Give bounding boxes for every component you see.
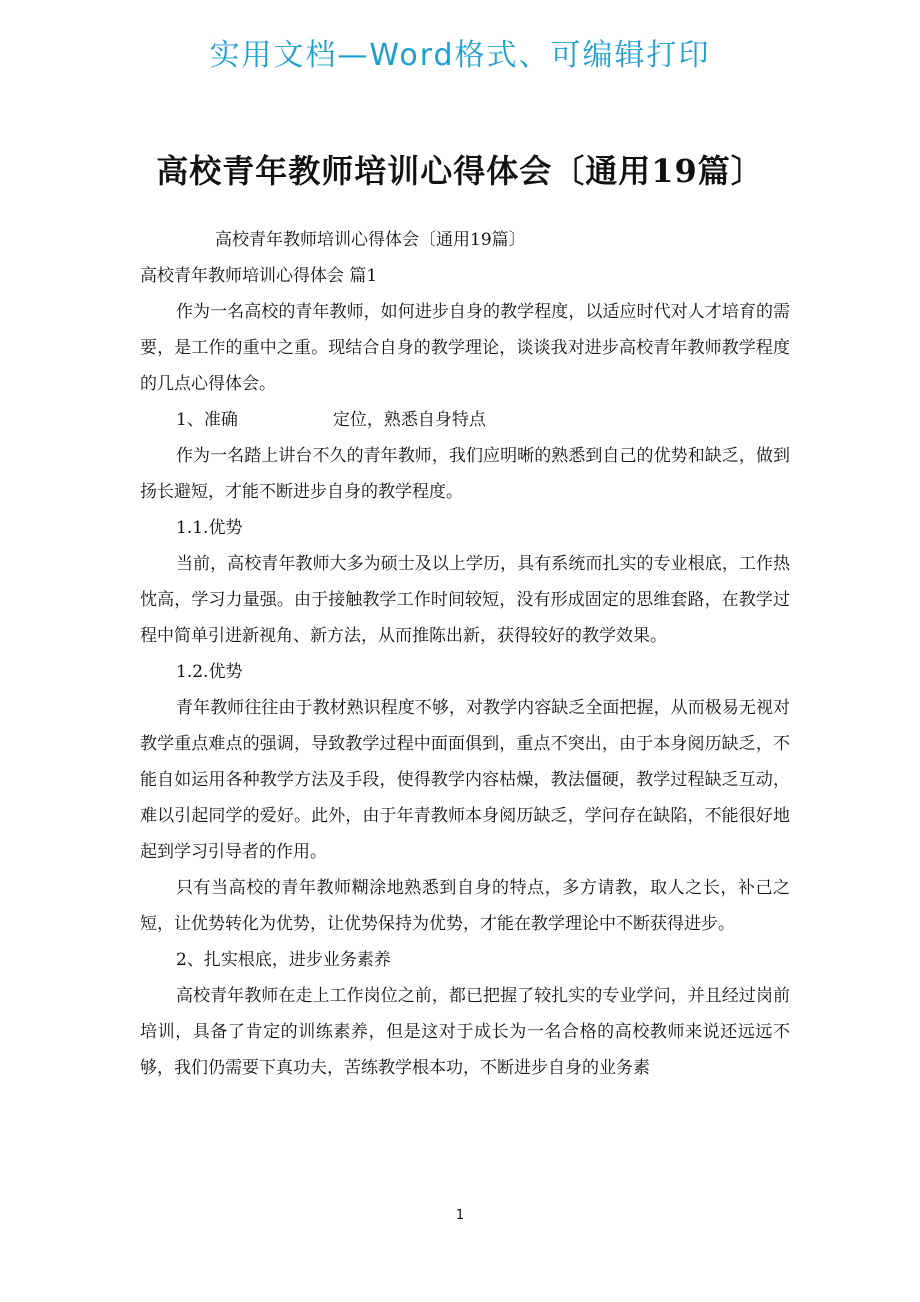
document-subtitle: 高校青年教师培训心得体会〔通用19篇〕 (215, 230, 526, 250)
document-title: 高校青年教师培训心得体会〔通用19篇〕 (156, 152, 764, 190)
document-banner: 实用文档—Word格式、可编辑打印 (209, 38, 711, 73)
subsection-1-1-paragraph: 当前，高校青年教师大多为硕士及以上学历，具有系统而扎实的专业根底，工作热忱高，学习力量强。由于接触教学工作时间较短，没有形成固定的思维套路，在教学过程中简单引进新视角、新方法，从而推陈出新，获得较好的教学效果。 (140, 554, 790, 646)
section-1-title: 定位，熟悉自身特点 (332, 410, 486, 430)
subsection-1-2-heading: 1.2.优势 (176, 662, 243, 682)
section-1-label: 1、准确 (176, 410, 238, 430)
section-2-heading: 2、扎实根底，进步业务素养 (176, 950, 391, 970)
document-body (140, 222, 790, 1086)
subsection-1-1-heading: 1.1.优势 (176, 518, 243, 538)
summary-paragraph: 只有当高校的青年教师糊涂地熟悉到自身的特点，多方请教，取人之长，补己之短，让优势转化为优势，让优势保持为优势，才能在教学理论中不断获得进步。 (140, 878, 790, 934)
subsection-1-2-paragraph: 青年教师往往由于教材熟识程度不够，对教学内容缺乏全面把握，从而极易无视对教学重点难点的强调，导致教学过程中面面俱到，重点不突出，由于本身阅历缺乏，不能自如运用各种教学方法及手段，使得教学内容枯燥，教法僵硬，教学过程缺乏互动，难以引起同学的爱好。此外，由于年青教师本身阅历缺乏，学问存在缺陷，不能很好地起到学习引导者的作用。 (140, 698, 790, 862)
section-1-paragraph: 作为一名踏上讲台不久的青年教师，我们应明晰的熟悉到自己的优势和缺乏，做到扬长避短，才能不断进步自身的教学程度。 (140, 446, 790, 502)
section-1-heading (140, 402, 790, 438)
intro-paragraph: 作为一名高校的青年教师，如何进步自身的教学程度，以适应时代对人才培育的需要，是工作的重中之重。现结合自身的教学理论，谈谈我对进步高校青年教师教学程度的几点心得体会。 (140, 302, 790, 394)
page-number: 1 (455, 1208, 465, 1223)
section-2-paragraph: 高校青年教师在走上工作岗位之前，都已把握了较扎实的专业学问，并且经过岗前培训，具备了肯定的训练素养，但是这对于成长为一名合格的高校教师来说还远远不够，我们仍需要下真功夫，苦练教学根本功，不断进步自身的业务素 (140, 986, 790, 1078)
article-heading: 高校青年教师培训心得体会 篇1 (140, 266, 378, 286)
